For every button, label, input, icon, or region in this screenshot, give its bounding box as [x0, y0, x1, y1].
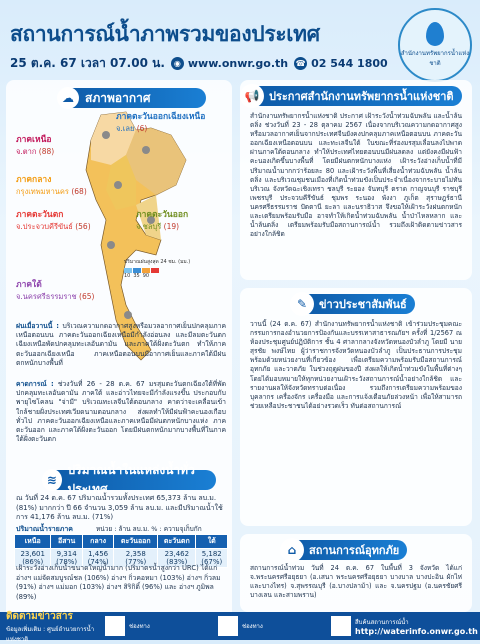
rain-cloud-icon — [102, 131, 110, 139]
news-text: วานนี้ (24 ต.ค. 67) สำนักงานทรัพยากรน้ำแห่งชาติ เข้าร่วมประชุมคณะกรรมการกองอำนวยการป้องกันและบรรเทาสาธารณภัยฯ ครั้งที่ 1/2567 ณ ห้องประชุมศูนย์ปฏิบัติการ ชั้น 4 ศาลากลางจังหวัดหนองบัวลำภู โดยมี นายสุรชัย พงษ์ไทย ผู้ว่าราชการจังหวัดหนองบัวลำภู เป็นประธานการประชุม พร้อมด้วยหน่วยงานที่เกี่ยวข้อง เพื่อเตรียมความพร้อมรับมือสถานการณ์อุทกภัย และวาตภัย ในช่วงฤดูฝนของปี ส่งผลให้เกิดน้ำท่วมขังในพื้นที่ต่างๆ โดยได้มอบหมายให้ทุกหน่วยงานเฝ้าระวังสถานการณ์น้ำอย่างใกล้ชิด และรายงานผลให้จังหวัดทราบต่อเนื่อง รวมถึงการเตรียมความพร้อมของบุคลากร เครื่องจักร เครื่องมือ และการแจ้งเตือนภัยล่วงหน้า เพื่อให้สามารถช่วยเหลือประชาชนได้อย่างรวดเร็ว ทันต่อสถานการณ์ — [250, 320, 462, 410]
cloud-sun-icon: ☁ — [57, 87, 79, 109]
flood-card — [240, 534, 472, 612]
water-drop-icon — [426, 22, 444, 46]
news-header: ✎ ข่าวประชาสัมพันธ์ — [300, 294, 415, 314]
website-link[interactable]: www.onwr.go.th — [187, 56, 289, 70]
water-level-icon: ≋ — [42, 469, 62, 491]
region-northeast: ภาคตะวันออกเฉียงเหนือ จ.เลย (6) — [116, 112, 206, 133]
rain-cloud-icon — [124, 311, 132, 319]
rain-cloud-icon — [114, 181, 122, 189]
logo — [398, 8, 472, 82]
flood-header: ⌂ สถานการณ์อุทกภัย — [290, 540, 407, 560]
announcement-text: สำนักงานทรัพยากรน้ำแห่งชาติ ประกาศ เฝ้าระวังน้ำท่วมฉับพลัน และน้ำล้นตลิ่ง ช่วงวันที่ 23 - 28 ตุลาคม 2567 เนื่องจากบริเวณความกดอากาศสูงหรือมวลอากาศเย็นจากประเทศจีนยังคงปกคลุมภาคเหนือตอนบน ภาคตะวันออกเฉียงเหนือตอนบน และทะเลจีนใต้ ในขณะที่ร่องมรสุมเลื่อนลงไปพาดผ่านภาคใต้ตอนกลาง ทำให้ประเทศไทยตอนบนมีฝนลดลง แต่ยังคงมีฝนฟ้าคะนองเกิดขึ้นบางพื้นที่ โดยมีฝนตกหนักบางแห่ง เฝ้าระวังอ่างเก็บน้ำที่มีปริมาณน้ำมากกว่าร้อยละ 80 และเฝ้าระวังพื้นที่เสี่ยงน้ำท่วมฉับพลัน น้ำล้นตลิ่ง และบริเวณชุมชนเมืองที่เกิดน้ำท่วมขังเป็นประจำเนื่องจากระบายไม่ทัน บริเวณ จังหวัดฉะเชิงเทรา ชลบุรี ระยอง จันทบุรี ตราด กาญจนบุรี ราชบุรี เพชรบุรี ประจวบคีรีขันธ์ ชุมพร ระนอง พังงา ภูเก็ต สุราษฎร์ธานี นครศรีธรรมราช ปัตตานี ยะลา และนราธิวาส จึงขอให้เฝ้าระวังฝนตกหนัก และเตรียมพร้อมรับมือ อาจทำให้เกิดน้ำท่วมฉับพลัน น้ำป่าไหลหลาก และน้ำล้นตลิ่ง เตรียมพร้อมรับมือสถานการณ์น้ำ รวมถึงเฝ้าติดตามข่าวสารอย่างใกล้ชิด — [250, 112, 462, 239]
reservoir-table — [14, 534, 228, 568]
reservoir-desc: ณ วันที่ 24 ต.ค. 67 ปริมาณน้ำรวมทั้งประเทศ 65,373 ล้าน ลบ.ม. (81%) มากกว่า ปี 66 จำนวน 3,059 ล้าน ลบ.ม. และมีปริมาณน้ำใช้การ 41,176 ล้าน ลบ.ม. (71%) — [16, 494, 223, 521]
site-label: สืบค้นสถานการณ์น้ำ — [355, 618, 409, 626]
qr-code[interactable] — [105, 616, 125, 636]
region-central: ภาคกลาง กรุงเทพมหานคร (68) — [16, 175, 87, 196]
contact-text: ข้อมูลเพิ่มเติม : ศูนย์อำนวยการน้ำแห่งชาติ — [6, 625, 95, 643]
rain-cloud-icon — [107, 241, 115, 249]
qr-code[interactable] — [218, 616, 238, 636]
weather-summary: ฝนเมื่อวานนี้ : บริเวณความกดอากาศสูงหรือมวลอากาศเย็นปกคลุมภาคเหนือตอนบน ภาคตะวันออกเฉียงเหนือมีกำลังอ่อนลง และมีลมตะวันตกเฉียงเหนือพัดปกคลุมทะเลอันดามัน และภาคใต้ฝั่งตะวันตก ทำให้ภาคตะวันออกเฉียงเหนือ ภาคเหนือตอนบนมีอากาศเย็นและภาคใต้มีฝนตกหนักบางพื้นที่ — [16, 322, 226, 367]
reservoir-header: ≋ ปริมาณน้ำในแหล่งน้ำทั่วประเทศ — [46, 470, 216, 490]
left-panel — [6, 80, 232, 630]
globe-icon: ◉ — [171, 57, 184, 70]
announcement-header: 📢 ประกาศสำนักงานทรัพยากรน้ำแห่งชาติ — [250, 86, 462, 106]
report-date: 25 ต.ค. 67 เวลา 07.00 น. — [10, 55, 165, 70]
megaphone-icon: 📢 — [240, 84, 264, 108]
reservoir-sub: ปริมาณน้ำรายภาค — [16, 525, 73, 533]
region-west: ภาคตะวันตก จ.ประจวบคีรีขันธ์ (56) — [16, 210, 91, 231]
region-east: ภาคตะวันออก จ.ชลบุรี (19) — [136, 210, 189, 231]
channel-1: ช่องทาง — [129, 623, 150, 630]
region-south: ภาคใต้ จ.นครศรีธรรมราช (65) — [16, 280, 95, 301]
right-panel — [240, 80, 472, 630]
flood-house-icon: ⌂ — [280, 538, 304, 562]
follow-label: ติดตามข่าวสาร — [6, 610, 73, 622]
region-north: ภาคเหนือ จ.ตาก (88) — [16, 135, 55, 156]
phone-number[interactable]: 02 544 1800 — [311, 56, 388, 70]
table-row: 23,601 (86%) 9,314 (78%) 1,456 (74%) 2,358 (77%) 23,462 (83%) 5,182 (67%) — [15, 549, 228, 568]
reservoir-note: เฝ้าระวังอ่างเก็บน้ำขนาดใหญ่น้ำมาก (ปริมาตรน้ำสูงกว่า URC) ได้แก่ อ่างฯ แม่จัดสมบูรณ์ชล (106%) อ่างฯ กิ่วคอหมา (103%) อ่างฯ กิ่วลม (91%) อ่างฯ แม่มอก (103%) อ่างฯ สิริกิติ์ (96%) และ อ่างฯ ภูมิพล (89%) — [16, 564, 221, 601]
footer — [0, 610, 480, 643]
announcement-card — [240, 80, 472, 280]
site-link[interactable]: http://waterinfo.onwr.go.th — [355, 626, 478, 636]
table-header-row: เหนือ อีสาน กลาง ตะวันออก ตะวันตก ใต้ — [15, 535, 228, 549]
flood-text: สถานการณ์น้ำท่วม วันที่ 24 ต.ค. 67 ในพื้นที่ 3 จังหวัด ได้แก่ จ.พระนครศรีอยุธยา (อ.เสนา พระนครศรีอยุธยา บางบาล บางปะอิน ผักไห่ และบางไทร) จ.สุพรรณบุรี (อ.บางปลาม้า) และ จ.นครปฐม (อ.นครชัยศรี บางเลน และสามพราน) — [250, 564, 462, 600]
qr-code[interactable] — [331, 616, 351, 636]
channel-2: ช่องทาง — [242, 623, 263, 630]
news-card — [240, 288, 472, 526]
weather-header: ☁ สภาพอากาศ — [61, 88, 206, 108]
weather-forecast: คาดการณ์ : ช่วงวันที่ 26 - 28 ต.ค. 67 มรสุมตะวันตกเฉียงใต้ที่พัดปกคลุมทะเลอันดามัน ภาคใต้ และอ่าวไทยจะมีกำลังแรงขึ้น ประกอบกับพายุไซโคลน "จ่ามี" บริเวณทะเลจีนใต้ตอนกลาง คาดว่าจะเคลื่อนเข้าใกล้ชายฝั่งประเทศเวียดนามตอนกลาง ส่งผลทำให้มีฝนฟ้าคะนองเกือบทั่วไป ภาคตะวันออกเฉียงเหนือและภาคเหนือมีฝนตกหนักบางแห่ง ภาคตะวันออก และภาคใต้ฝั่งตะวันออก โดยมีฝนตกหนักมากบางพื้นที่ในภาคใต้ฝั่งตะวันตก — [16, 380, 226, 444]
news-icon: ✎ — [290, 292, 314, 316]
logo-text: สำนักงานทรัพยากรน้ำแห่งชาติ — [400, 50, 470, 67]
rain-legend: ปริมาณฝนสูงสุด 24 ชม. (มม.) 10 35 90 — [124, 259, 191, 279]
rain-cloud-icon — [142, 146, 150, 154]
page-title: สถานการณ์น้ำภาพรวมของประเทศ — [10, 22, 320, 46]
phone-icon: ☎ — [295, 58, 306, 68]
info-bar — [10, 54, 388, 72]
reservoir-units: หน่วย : ล้าน ลบ.ม. % : ความจุเก็บกัก — [96, 525, 202, 533]
